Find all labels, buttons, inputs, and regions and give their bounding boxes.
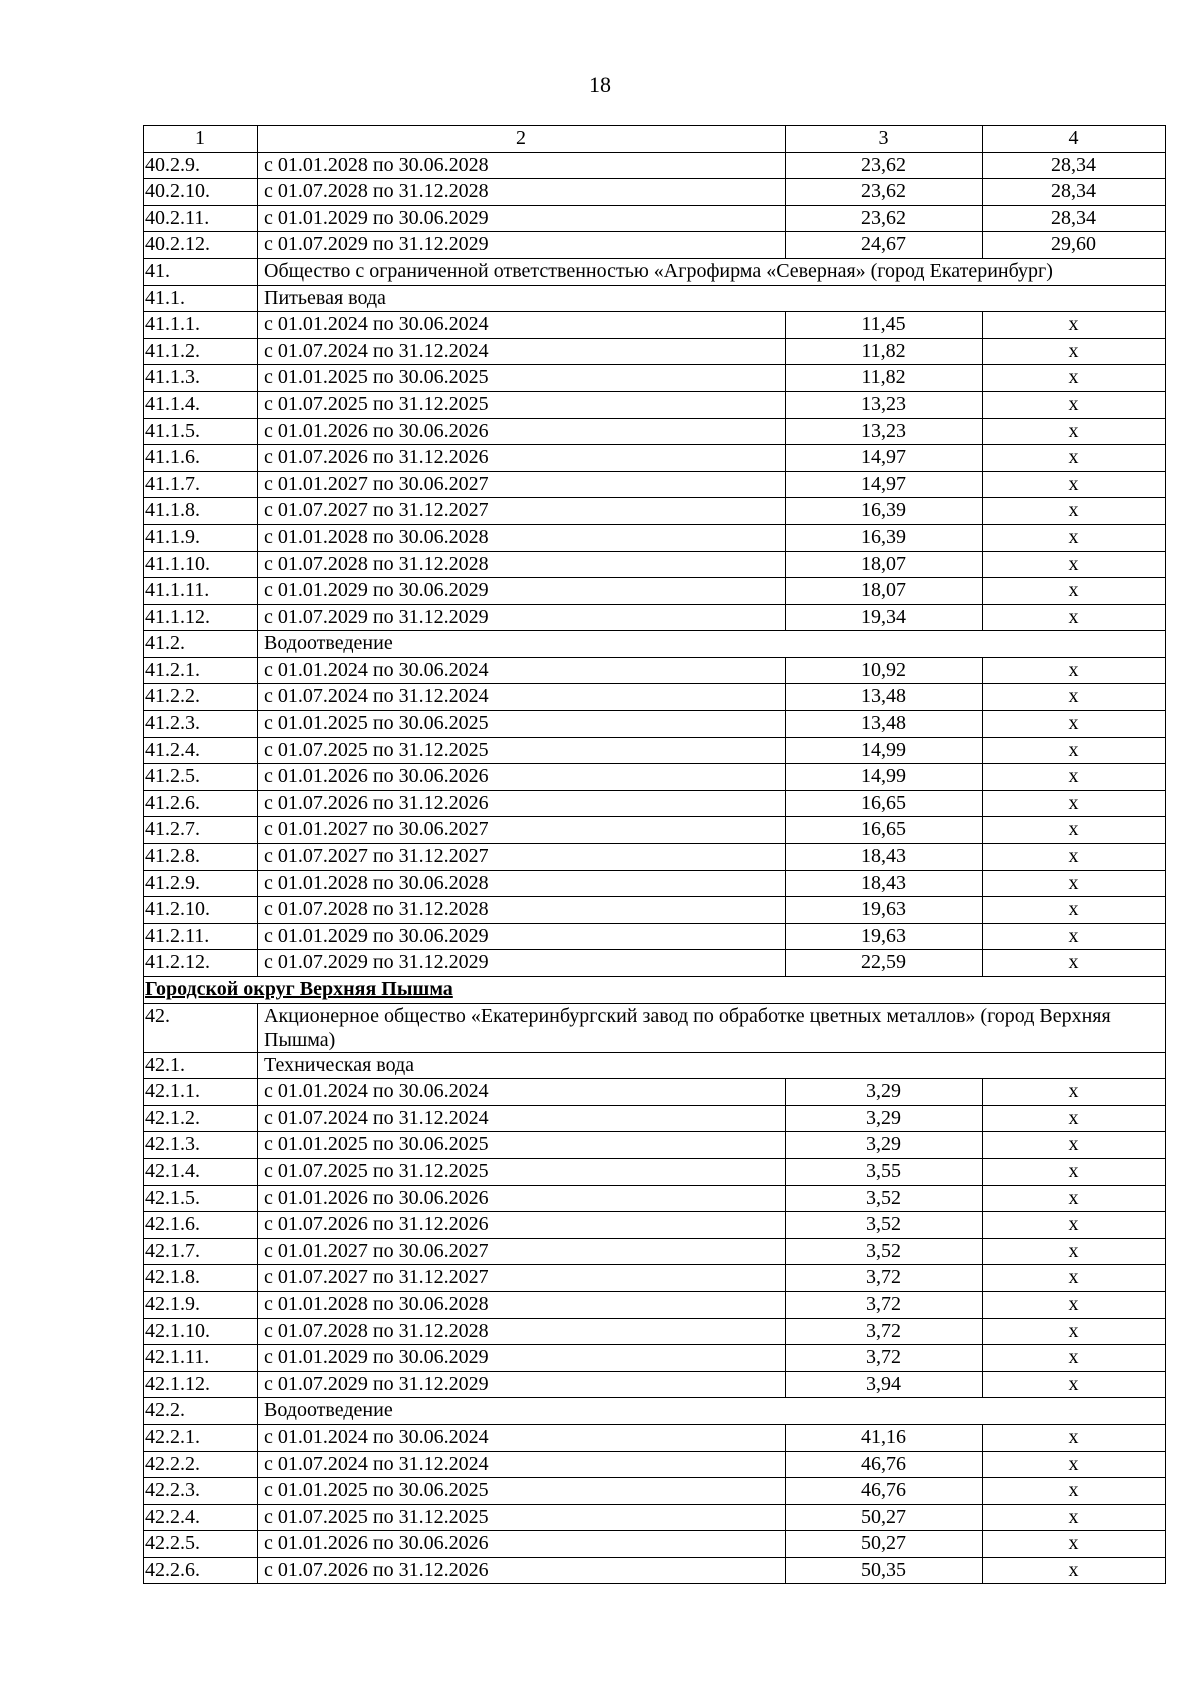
table-row — [144, 1105, 1166, 1132]
page-number: 18 — [589, 72, 611, 97]
row-period: с 01.01.2025 по 30.06.2025 — [258, 1132, 786, 1159]
row-number: 42.2.4. — [144, 1504, 258, 1531]
row-value-col3: 13,23 — [786, 391, 983, 418]
row-value-col3: 16,39 — [786, 524, 983, 551]
section-number: 41.2. — [144, 631, 258, 658]
row-value-col3: 18,43 — [786, 870, 983, 897]
row-number: 41.1.3. — [144, 365, 258, 392]
table-row — [144, 897, 1166, 924]
section-title: Водоотведение — [258, 631, 1166, 658]
row-value-col4: 28,34 — [983, 205, 1166, 232]
row-value-col4: х — [983, 551, 1166, 578]
row-number: 41.2.5. — [144, 764, 258, 791]
row-value-col4: х — [983, 950, 1166, 977]
row-period: с 01.01.2025 по 30.06.2025 — [258, 711, 786, 738]
row-number: 42.1.4. — [144, 1158, 258, 1185]
row-period: с 01.07.2025 по 31.12.2025 — [258, 1158, 786, 1185]
table-row — [144, 1265, 1166, 1292]
section-title: Общество с ограниченной ответственностью «Агрофирма «Северная» (город Екатеринбург) — [258, 258, 1166, 285]
row-value-col4: х — [983, 604, 1166, 631]
row-number: 41.1.7. — [144, 471, 258, 498]
row-value-col3: 3,29 — [786, 1132, 983, 1159]
table-row — [144, 684, 1166, 711]
row-value-col3: 46,76 — [786, 1451, 983, 1478]
row-number: 41.1.12. — [144, 604, 258, 631]
table-row — [144, 1478, 1166, 1505]
row-value-col3: 16,39 — [786, 498, 983, 525]
table-row — [144, 1531, 1166, 1558]
table-row — [144, 232, 1166, 259]
row-period: с 01.07.2029 по 31.12.2029 — [258, 232, 786, 259]
row-number: 42.2.3. — [144, 1478, 258, 1505]
row-value-col4: х — [983, 1238, 1166, 1265]
row-value-col4: 28,34 — [983, 152, 1166, 179]
row-value-col3: 3,72 — [786, 1345, 983, 1372]
row-number: 41.2.8. — [144, 844, 258, 871]
table-row — [144, 498, 1166, 525]
row-value-col4: х — [983, 1451, 1166, 1478]
header-cell-2: 2 — [258, 126, 786, 153]
row-number: 41.1.11. — [144, 578, 258, 605]
row-value-col3: 13,23 — [786, 418, 983, 445]
row-value-col3: 16,65 — [786, 790, 983, 817]
row-period: с 01.07.2028 по 31.12.2028 — [258, 897, 786, 924]
table-row — [144, 1557, 1166, 1584]
row-value-col4: х — [983, 1185, 1166, 1212]
row-period: с 01.01.2027 по 30.06.2027 — [258, 1238, 786, 1265]
row-value-col3: 3,55 — [786, 1158, 983, 1185]
table-row — [144, 391, 1166, 418]
row-period: с 01.01.2024 по 30.06.2024 — [258, 312, 786, 339]
table-row — [144, 1079, 1166, 1106]
table-row — [144, 790, 1166, 817]
row-value-col4: х — [983, 790, 1166, 817]
row-period: с 01.01.2027 по 30.06.2027 — [258, 817, 786, 844]
row-value-col3: 3,29 — [786, 1079, 983, 1106]
table-row — [144, 524, 1166, 551]
row-value-col4: 29,60 — [983, 232, 1166, 259]
row-period: с 01.07.2026 по 31.12.2026 — [258, 1557, 786, 1584]
row-value-col3: 18,43 — [786, 844, 983, 871]
row-number: 41.1.1. — [144, 312, 258, 339]
header-cell-4: 4 — [983, 126, 1166, 153]
row-value-col3: 3,72 — [786, 1318, 983, 1345]
table-row — [144, 1318, 1166, 1345]
row-value-col4: х — [983, 1132, 1166, 1159]
row-number: 41.2.4. — [144, 737, 258, 764]
section-number: 41. — [144, 258, 258, 285]
table-row — [144, 923, 1166, 950]
row-value-col3: 3,94 — [786, 1371, 983, 1398]
row-value-col4: х — [983, 312, 1166, 339]
header-cell-3: 3 — [786, 126, 983, 153]
section-number: 42.2. — [144, 1398, 258, 1425]
row-period: с 01.07.2029 по 31.12.2029 — [258, 950, 786, 977]
row-period: с 01.07.2028 по 31.12.2028 — [258, 179, 786, 206]
row-value-col4: х — [983, 1318, 1166, 1345]
row-number: 41.1.9. — [144, 524, 258, 551]
row-number: 42.1.1. — [144, 1079, 258, 1106]
table-row — [144, 1185, 1166, 1212]
table-row — [144, 1212, 1166, 1239]
row-value-col3: 46,76 — [786, 1478, 983, 1505]
row-period: с 01.07.2025 по 31.12.2025 — [258, 1504, 786, 1531]
row-value-col4: х — [983, 1424, 1166, 1451]
district-title: Городской округ Верхняя Пышма — [144, 977, 1166, 1004]
row-number: 41.2.3. — [144, 711, 258, 738]
row-value-col4: х — [983, 711, 1166, 738]
table-row — [144, 365, 1166, 392]
row-value-col4: х — [983, 338, 1166, 365]
row-value-col3: 50,27 — [786, 1531, 983, 1558]
table-row — [144, 817, 1166, 844]
table-header-row — [144, 126, 1166, 153]
row-period: с 01.07.2026 по 31.12.2026 — [258, 790, 786, 817]
section-title: Питьевая вода — [258, 285, 1166, 312]
row-value-col4: х — [983, 498, 1166, 525]
row-number: 41.2.9. — [144, 870, 258, 897]
row-number: 41.2.6. — [144, 790, 258, 817]
row-number: 42.1.7. — [144, 1238, 258, 1265]
row-number: 41.2.1. — [144, 657, 258, 684]
row-number: 42.2.5. — [144, 1531, 258, 1558]
section-title: Техническая вода — [258, 1052, 1166, 1079]
tariff-table — [143, 125, 1166, 1584]
table-row — [144, 445, 1166, 472]
row-period: с 01.01.2029 по 30.06.2029 — [258, 205, 786, 232]
row-value-col3: 19,34 — [786, 604, 983, 631]
table-row — [144, 764, 1166, 791]
row-value-col3: 3,72 — [786, 1265, 983, 1292]
row-period: с 01.07.2025 по 31.12.2025 — [258, 391, 786, 418]
section-row — [144, 1398, 1166, 1425]
table-row — [144, 1504, 1166, 1531]
tariff-table-body — [144, 126, 1166, 1584]
row-number: 40.2.9. — [144, 152, 258, 179]
table-row — [144, 312, 1166, 339]
row-value-col3: 14,99 — [786, 737, 983, 764]
row-number: 41.1.5. — [144, 418, 258, 445]
row-value-col4: х — [983, 897, 1166, 924]
row-period: с 01.01.2027 по 30.06.2027 — [258, 471, 786, 498]
row-number: 41.1.4. — [144, 391, 258, 418]
row-value-col4: х — [983, 1531, 1166, 1558]
table-row — [144, 711, 1166, 738]
row-value-col4: х — [983, 1291, 1166, 1318]
row-value-col4: х — [983, 578, 1166, 605]
table-row — [144, 737, 1166, 764]
row-period: с 01.01.2026 по 30.06.2026 — [258, 1185, 786, 1212]
row-value-col4: 28,34 — [983, 179, 1166, 206]
row-number: 42.1.11. — [144, 1345, 258, 1372]
section-row — [144, 1052, 1166, 1079]
row-value-col3: 14,97 — [786, 445, 983, 472]
district-row — [144, 977, 1166, 1004]
row-period: с 01.01.2029 по 30.06.2029 — [258, 923, 786, 950]
row-value-col3: 3,52 — [786, 1185, 983, 1212]
row-period: с 01.07.2028 по 31.12.2028 — [258, 551, 786, 578]
row-value-col3: 10,92 — [786, 657, 983, 684]
row-number: 42.1.9. — [144, 1291, 258, 1318]
row-value-col4: х — [983, 524, 1166, 551]
row-number: 41.1.6. — [144, 445, 258, 472]
row-value-col3: 3,72 — [786, 1291, 983, 1318]
row-number: 42.1.3. — [144, 1132, 258, 1159]
row-value-col3: 18,07 — [786, 551, 983, 578]
row-number: 41.1.10. — [144, 551, 258, 578]
row-value-col4: х — [983, 391, 1166, 418]
table-row — [144, 152, 1166, 179]
row-number: 42.1.2. — [144, 1105, 258, 1132]
row-value-col4: х — [983, 365, 1166, 392]
row-period: с 01.07.2029 по 31.12.2029 — [258, 604, 786, 631]
row-value-col4: х — [983, 445, 1166, 472]
row-value-col3: 50,27 — [786, 1504, 983, 1531]
table-row — [144, 844, 1166, 871]
row-number: 41.2.7. — [144, 817, 258, 844]
row-period: с 01.07.2024 по 31.12.2024 — [258, 1105, 786, 1132]
row-value-col3: 50,35 — [786, 1557, 983, 1584]
table-row — [144, 657, 1166, 684]
table-row — [144, 950, 1166, 977]
section-number: 42. — [144, 1003, 258, 1052]
row-value-col3: 24,67 — [786, 232, 983, 259]
row-number: 41.2.10. — [144, 897, 258, 924]
table-row — [144, 551, 1166, 578]
table-row — [144, 604, 1166, 631]
row-value-col3: 22,59 — [786, 950, 983, 977]
row-value-col4: х — [983, 764, 1166, 791]
row-value-col3: 14,99 — [786, 764, 983, 791]
row-number: 41.2.2. — [144, 684, 258, 711]
row-number: 42.2.6. — [144, 1557, 258, 1584]
table-row — [144, 1238, 1166, 1265]
row-period: с 01.01.2028 по 30.06.2028 — [258, 152, 786, 179]
row-value-col4: х — [983, 418, 1166, 445]
table-row — [144, 1132, 1166, 1159]
row-value-col3: 16,65 — [786, 817, 983, 844]
row-period: с 01.01.2029 по 30.06.2029 — [258, 578, 786, 605]
row-period: с 01.07.2026 по 31.12.2026 — [258, 445, 786, 472]
row-period: с 01.07.2024 по 31.12.2024 — [258, 1451, 786, 1478]
row-value-col3: 18,07 — [786, 578, 983, 605]
row-value-col3: 14,97 — [786, 471, 983, 498]
row-period: с 01.07.2024 по 31.12.2024 — [258, 684, 786, 711]
row-value-col4: х — [983, 1371, 1166, 1398]
section-number: 41.1. — [144, 285, 258, 312]
row-value-col3: 13,48 — [786, 684, 983, 711]
row-period: с 01.01.2028 по 30.06.2028 — [258, 1291, 786, 1318]
row-number: 42.1.8. — [144, 1265, 258, 1292]
table-row — [144, 418, 1166, 445]
section-title: Акционерное общество «Екатеринбургский завод по обработке цветных металлов» (город Верхняя Пышма) — [258, 1003, 1166, 1052]
row-number: 42.2.2. — [144, 1451, 258, 1478]
row-value-col4: х — [983, 737, 1166, 764]
row-value-col4: х — [983, 684, 1166, 711]
row-value-col4: х — [983, 1345, 1166, 1372]
row-period: с 01.01.2024 по 30.06.2024 — [258, 1079, 786, 1106]
row-number: 40.2.12. — [144, 232, 258, 259]
row-period: с 01.01.2024 по 30.06.2024 — [258, 657, 786, 684]
table-row — [144, 205, 1166, 232]
row-period: с 01.07.2025 по 31.12.2025 — [258, 737, 786, 764]
row-value-col4: х — [983, 1212, 1166, 1239]
row-period: с 01.07.2029 по 31.12.2029 — [258, 1371, 786, 1398]
section-row — [144, 285, 1166, 312]
row-number: 42.1.12. — [144, 1371, 258, 1398]
row-period: с 01.01.2029 по 30.06.2029 — [258, 1345, 786, 1372]
row-value-col4: х — [983, 870, 1166, 897]
row-period: с 01.01.2028 по 30.06.2028 — [258, 524, 786, 551]
row-number: 41.2.11. — [144, 923, 258, 950]
row-number: 41.2.12. — [144, 950, 258, 977]
row-number: 42.2.1. — [144, 1424, 258, 1451]
row-period: с 01.01.2026 по 30.06.2026 — [258, 1531, 786, 1558]
row-value-col3: 3,29 — [786, 1105, 983, 1132]
table-row — [144, 1291, 1166, 1318]
row-value-col4: х — [983, 844, 1166, 871]
row-value-col4: х — [983, 1557, 1166, 1584]
header-cell-1: 1 — [144, 126, 258, 153]
row-period: с 01.01.2026 по 30.06.2026 — [258, 764, 786, 791]
row-number: 41.1.8. — [144, 498, 258, 525]
row-value-col3: 23,62 — [786, 205, 983, 232]
row-value-col4: х — [983, 1265, 1166, 1292]
row-period: с 01.01.2028 по 30.06.2028 — [258, 870, 786, 897]
section-row — [144, 631, 1166, 658]
row-value-col4: х — [983, 1158, 1166, 1185]
row-value-col4: х — [983, 923, 1166, 950]
section-number: 42.1. — [144, 1052, 258, 1079]
row-number: 42.1.6. — [144, 1212, 258, 1239]
row-period: с 01.07.2028 по 31.12.2028 — [258, 1318, 786, 1345]
section-title: Водоотведение — [258, 1398, 1166, 1425]
table-row — [144, 870, 1166, 897]
row-period: с 01.07.2027 по 31.12.2027 — [258, 844, 786, 871]
row-value-col3: 19,63 — [786, 897, 983, 924]
row-period: с 01.01.2026 по 30.06.2026 — [258, 418, 786, 445]
row-value-col3: 23,62 — [786, 179, 983, 206]
table-row — [144, 1158, 1166, 1185]
row-value-col3: 41,16 — [786, 1424, 983, 1451]
row-value-col3: 3,52 — [786, 1212, 983, 1239]
row-period: с 01.01.2025 по 30.06.2025 — [258, 1478, 786, 1505]
row-period: с 01.07.2027 по 31.12.2027 — [258, 498, 786, 525]
row-period: с 01.07.2027 по 31.12.2027 — [258, 1265, 786, 1292]
row-value-col4: х — [983, 657, 1166, 684]
row-number: 42.1.5. — [144, 1185, 258, 1212]
row-value-col4: х — [983, 1478, 1166, 1505]
row-period: с 01.01.2025 по 30.06.2025 — [258, 365, 786, 392]
row-value-col3: 11,82 — [786, 338, 983, 365]
row-period: с 01.07.2026 по 31.12.2026 — [258, 1212, 786, 1239]
table-row — [144, 578, 1166, 605]
row-value-col3: 19,63 — [786, 923, 983, 950]
table-row — [144, 471, 1166, 498]
section-row — [144, 258, 1166, 285]
table-row — [144, 338, 1166, 365]
row-number: 42.1.10. — [144, 1318, 258, 1345]
row-value-col4: х — [983, 1105, 1166, 1132]
table-row — [144, 1424, 1166, 1451]
table-row — [144, 1345, 1166, 1372]
row-value-col3: 11,45 — [786, 312, 983, 339]
row-period: с 01.01.2024 по 30.06.2024 — [258, 1424, 786, 1451]
row-number: 40.2.11. — [144, 205, 258, 232]
row-value-col3: 23,62 — [786, 152, 983, 179]
row-number: 41.1.2. — [144, 338, 258, 365]
row-value-col4: х — [983, 1079, 1166, 1106]
table-row — [144, 1371, 1166, 1398]
row-value-col4: х — [983, 471, 1166, 498]
row-period: с 01.07.2024 по 31.12.2024 — [258, 338, 786, 365]
table-row — [144, 179, 1166, 206]
row-value-col3: 11,82 — [786, 365, 983, 392]
row-value-col4: х — [983, 1504, 1166, 1531]
row-value-col4: х — [983, 817, 1166, 844]
section-row — [144, 1003, 1166, 1052]
row-value-col3: 3,52 — [786, 1238, 983, 1265]
row-value-col3: 13,48 — [786, 711, 983, 738]
table-row — [144, 1451, 1166, 1478]
row-number: 40.2.10. — [144, 179, 258, 206]
